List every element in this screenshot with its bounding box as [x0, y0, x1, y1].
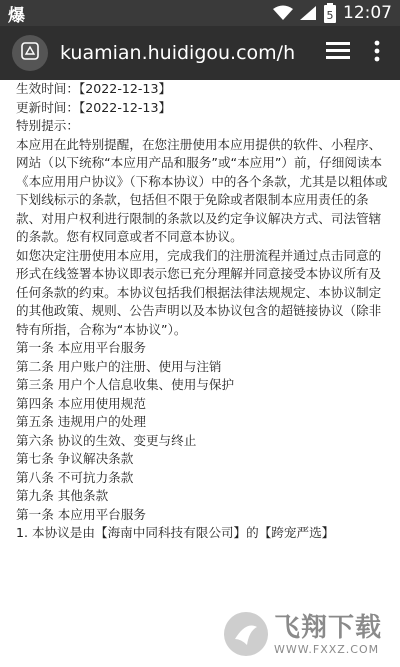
toc-item: 第六条 协议的生效、变更与终止	[16, 432, 197, 448]
toc-item: 第二条 用户账户的注册、使用与注销	[16, 358, 222, 374]
clause-1-text: 1. 本协议是由【海南中同科技有限公司】的【跨宠严选】	[16, 525, 335, 540]
more-vertical-icon	[374, 40, 380, 66]
battery-icon	[323, 3, 337, 23]
watermark-title: 飞翔下载	[274, 612, 383, 643]
toc-item: 第四条 本应用使用规范	[16, 395, 146, 411]
address-bar[interactable]: kuamian.huidigou.com/h	[60, 42, 296, 64]
toc-item: 第八条 不可抗力条款	[16, 469, 134, 485]
agreement-content	[16, 80, 390, 667]
carrier-glyph: 爆	[8, 5, 25, 26]
watermark-logo-icon	[224, 612, 268, 656]
toc-item: 第三条 用户个人信息收集、使用与保护	[16, 377, 235, 392]
signal-icon	[299, 5, 317, 21]
clock: 12:07	[343, 3, 392, 23]
browser-toolbar	[0, 26, 400, 80]
notice-paragraph-1: 本应用在此特别提醒，在您注册使用本应用提供的软件、小程序、网站（以下统称“本应用产品和服务”或“本应用”）前，仔细阅读本《本应用用户协议》（下称本协议）中的各个条款，尤其是以粗体或下划线标示的条款，包括但不限于免除或者限制本应用责任的条款、对用户权利进行限制的条款以及约定争议解决方式、司法管辖的条款。您有权同意或者不同意本协议。	[16, 136, 388, 244]
tabs-icon	[325, 40, 351, 66]
battery-label: 5	[326, 9, 334, 22]
toc-item: 第七条 争议解决条款	[16, 451, 134, 466]
status-icons	[273, 3, 392, 23]
section-heading: 第一条 本应用平台服务	[16, 506, 146, 522]
status-bar	[0, 0, 400, 26]
toc-item: 第九条 其他条款	[16, 488, 109, 503]
notice-paragraph-2: 如您决定注册使用本应用，完成我们的注册流程并通过点击同意的形式在线签署本协议即表示您已充分理解并同意接受本协议所有及任何条款的约束。本协议包括我们根据法律法规规定、本协议制定的其他政策、规则、公告声明以及本协议包含的超链接协议（除非特有所指，合称为“本协议”）。	[16, 247, 382, 337]
effective-date: 生效时间：【2022-12-13】	[16, 81, 172, 96]
overflow-menu-button[interactable]	[364, 33, 390, 73]
site-favicon-icon	[21, 42, 39, 64]
toc-item: 第五条 违规用户的处理	[16, 414, 146, 429]
toc-item: 第一条 本应用平台服务	[16, 340, 146, 355]
wifi-icon	[273, 5, 293, 21]
site-info-button[interactable]	[12, 35, 48, 71]
tab-switcher-button[interactable]	[318, 33, 358, 73]
watermark-url: WWW.FXXZ.COM	[274, 642, 380, 656]
special-notice-heading: 特别提示：	[16, 118, 79, 133]
updated-date: 更新时间：【2022-12-13】	[16, 99, 172, 115]
watermark	[224, 605, 394, 663]
